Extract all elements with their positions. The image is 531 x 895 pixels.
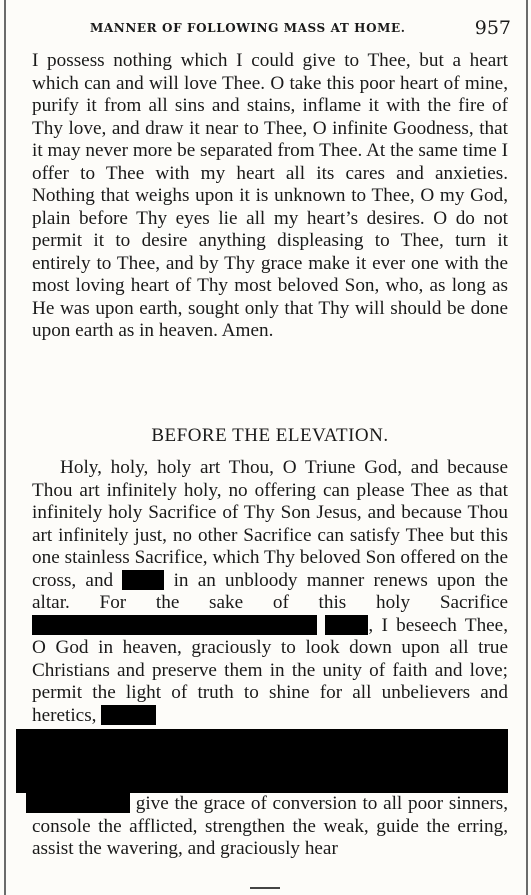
- page-right-edge: [526, 0, 528, 895]
- redaction-bar: [101, 705, 156, 725]
- redaction-bar: [32, 615, 317, 635]
- page-header: [30, 17, 511, 43]
- paragraph-text-segment: , I beseech Thee, O God in heaven, graciously to look down upon all true Christians and preserve them in the unity of faith and love; permit the light of truth to shine for all unbelievers and heretics,: [32, 614, 508, 726]
- page-left-edge: [4, 0, 6, 895]
- paragraph-text-segment: Holy, holy, holy art Thou, O Triune God, and because Thou art infinitely holy, no offering can please Thee as that infinitely holy Sacrifice of Thy Son Jesus, and because Thou art infinitely just, no other Sacrifice can satisfy Thee but this one stainless Sacrifice, which Thy beloved Son offered on the cross, and: [32, 457, 508, 591]
- paragraph-elevation: [32, 457, 508, 861]
- page-number: 957: [474, 17, 511, 39]
- redaction-bar: [325, 615, 368, 635]
- running-title: MANNER OF FOLLOWING MASS AT HOME.: [90, 21, 406, 35]
- redaction-bar: [122, 570, 164, 590]
- section-heading: BEFORE THE ELEVATION.: [151, 425, 389, 446]
- redaction-block: [16, 729, 508, 793]
- paragraph-offering: I possess nothing which I could give to Thee, but a heart which can and will love Thee. O take this poor heart of mine, purify it from all sins and stains, inflame it with the fire of Thy love, and draw it near to Thee, O infinite Goodness, that it may never more be separated from Thee. At the same time I offer to Thee with my heart all its cares and anxieties. Nothing that weighs upon it is unknown to Thee, O my God, plain before Thy eyes lie all my heart’s desires. O do not permit it to desire anything displeasing to Thee, turn it entirely to Thee, and by Thy grace make it ever one with the most loving heart of Thy most beloved Son, who, as long as He was upon earth, sought only that Thy will should be done upon earth as in heaven. Amen.: [32, 50, 508, 341]
- redaction-bar: [26, 793, 130, 813]
- paragraph-text-segment: in an unbloody manner renews upon the altar. For the sake of this holy Sacrifice: [32, 569, 509, 613]
- paragraph-text-segment: give the grace of conversion to all poor sinners, console the afflicted, strengthen the weak, guide the erring, assist the wavering, and graciously hear: [32, 793, 509, 859]
- footer-mark: [250, 887, 280, 889]
